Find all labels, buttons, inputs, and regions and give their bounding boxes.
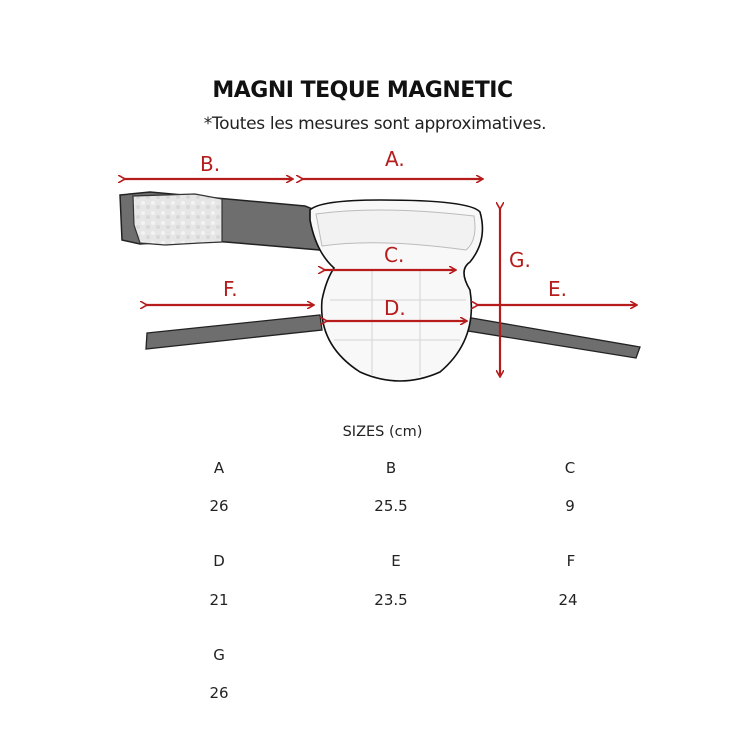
label-a: A. — [385, 147, 405, 171]
label-f: F. — [223, 277, 238, 301]
size-value-f: 24 — [558, 591, 578, 609]
label-d: D. — [384, 296, 406, 320]
size-value-e: 23.5 — [374, 591, 408, 609]
approximate-note: *Toutes les mesures sont approximatives. — [203, 114, 547, 134]
product-title: MAGNI TEQUE MAGNETIC — [212, 78, 513, 103]
label-e: E. — [548, 277, 567, 301]
size-value-c: 9 — [565, 497, 575, 515]
size-label-e: E — [391, 552, 401, 570]
size-label-f: F — [566, 552, 576, 570]
fleece-pad — [133, 194, 222, 245]
sizes-title: SIZES (cm) — [342, 424, 423, 440]
protective-pad — [310, 200, 482, 381]
label-g: G. — [509, 248, 531, 272]
size-value-b: 25.5 — [374, 497, 408, 515]
size-value-g: 26 — [209, 684, 229, 702]
size-label-b: B — [385, 459, 397, 477]
upper-strap — [120, 192, 320, 250]
size-value-a: 26 — [209, 497, 229, 515]
size-value-d: 21 — [209, 591, 229, 609]
label-c: C. — [384, 243, 405, 267]
size-label-c: C — [564, 459, 576, 477]
size-label-d: D — [213, 552, 225, 570]
label-b: B. — [200, 152, 221, 176]
size-label-a: A — [213, 459, 225, 477]
size-label-g: G — [213, 646, 225, 664]
